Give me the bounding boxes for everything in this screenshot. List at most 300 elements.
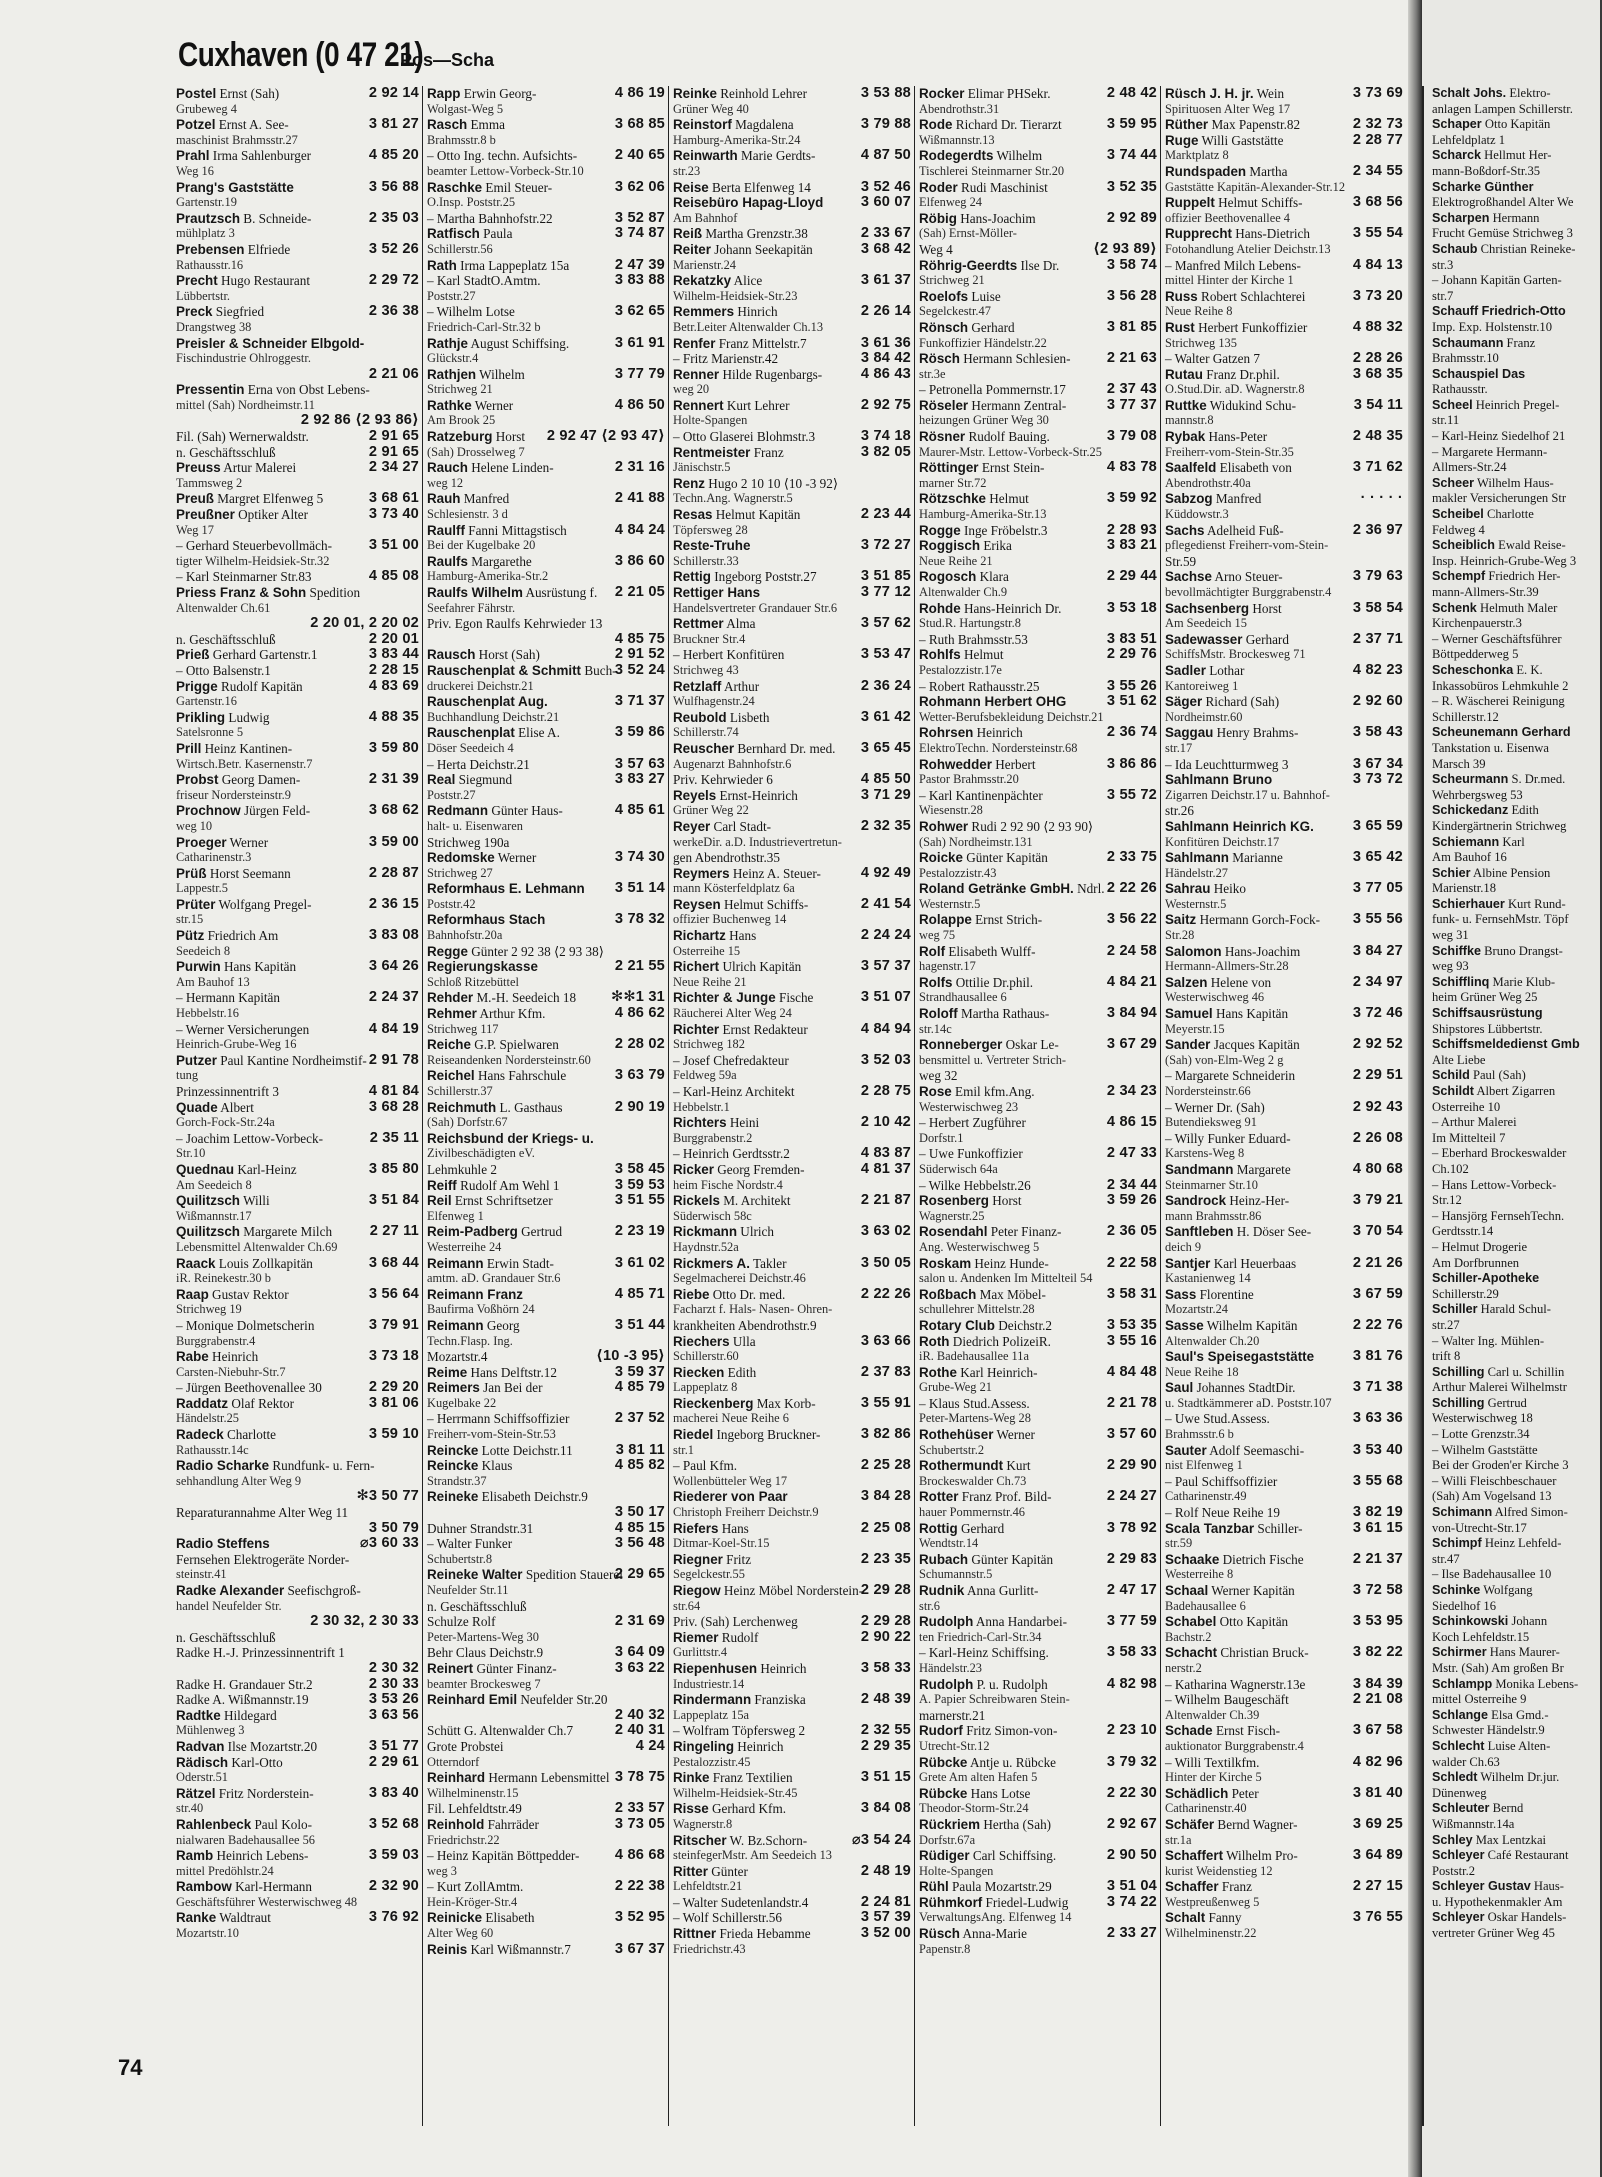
entry-address: Am Seedeich 15 [1165,616,1247,631]
entry-address: Dorfstr.67a [919,1832,976,1847]
entry-detail: Elise A. [518,725,560,741]
entry-name: Riederer von Paar [673,1489,788,1505]
entry-name: Schierhauer [1432,896,1505,911]
entry-address: Satelsronne 5 [176,725,244,740]
entry-detail: Hans-Joachim [960,210,1036,226]
entry-detail: Heinrich [212,1349,259,1365]
entry-address: Schillerstr.74 [673,725,739,740]
phone-number: 3 85 80 [368,1160,419,1177]
entry-name: Ritter [673,1863,708,1879]
entry-detail: Paula Mozartstr.29 [952,1879,1052,1895]
entry-name: Schauff Friedrich-Otto [1432,304,1566,319]
entry-text [427,616,665,632]
entry-name: Rettiger Hans [673,585,761,600]
entry-text [919,1287,1104,1318]
phone-number: 2 35 11 [369,1129,419,1146]
entry-name: Schildt [1432,1084,1474,1098]
entry-address: Funkoffizier Händelstr.22 [919,335,1047,350]
entry-name: Reisebüro Hapag-Lloyd [673,195,824,211]
listing-entry [919,1256,1157,1287]
entry-name: Rath [427,257,457,273]
entry-detail: – Margarete Hermann- [1432,444,1548,459]
entry-name: Schiller-Apotheke [1432,1271,1540,1286]
entry-name: Rybak [1165,429,1206,445]
entry-address: amtm. aD. Grandauer Str.6 [427,1271,561,1286]
entry-name: Reysen [673,896,721,912]
entry-detail: Neufelder Str.20 [520,1692,608,1708]
entry-name: Prebensen [176,241,245,257]
phone-number: 4 84 19 [368,1020,419,1037]
entry-name: Scheschonka [1432,662,1514,677]
entry-name: Saul [1165,1380,1194,1396]
entry-address: Nordersteinstr.66 [1165,1084,1251,1098]
listing-entry [919,632,1157,648]
entry-address: Schumannstr.5 [919,1567,993,1582]
entry-name: Schalt Johs. [1432,86,1507,100]
entry-detail: Seefischgroß- [287,1583,361,1598]
listing-entry [176,1583,419,1614]
entry-text [919,258,1104,289]
entry-address: ten Friedrich-Carl-Str.34 [919,1629,1042,1644]
listing-entry [176,616,419,632]
listing-entry [176,180,419,211]
entry-name: Roelofs [919,288,969,304]
listing-entry [176,1848,419,1879]
entry-detail: Franz [753,444,784,460]
entry-text [427,304,612,335]
entry-text [1165,1443,1350,1474]
entry-text [1165,1910,1350,1941]
entry-text [1165,1521,1350,1552]
listing-entry [673,772,911,788]
entry-text [176,835,366,866]
next-page-entry [1426,725,1602,741]
next-page-entry [1426,1583,1602,1599]
entry-detail: – Wilhelm Baugeschäft [1165,1692,1289,1708]
entry-address: Brahmsstr.6 b [1165,1427,1234,1442]
listing-entry [427,694,665,725]
entry-name: Redmann [427,803,489,819]
phone-number: 2 22 76 [1352,1316,1403,1333]
entry-address: Räucherei Alter Weg 24 [673,1006,792,1021]
entry-name: Reinis [427,1941,468,1957]
phone-number: 3 81 11 [615,1441,665,1458]
entry-text [427,1739,633,1770]
entry-address: Nordheimstr.60 [1165,709,1243,724]
listing-entry [1165,1100,1403,1131]
entry-text [1165,1349,1350,1380]
entry-name: Putzer [176,1052,217,1068]
phone-number: 4 85 61 [614,802,665,819]
entry-name: Schaake [1165,1551,1220,1567]
entry-address: Schillerstr.60 [673,1349,739,1364]
entry-name: Pütz [176,928,205,944]
listing-entry [427,585,665,616]
entry-address: Carsten-Niebuhr-Str.7 [176,1364,286,1379]
entry-detail: Feldweg 4 [1432,522,1485,537]
next-page-entry [1426,413,1602,429]
entry-address: Strandhausallee 6 [919,990,1007,1005]
listing-entry [176,1489,419,1505]
phone-number: 2 21 63 [1106,350,1157,367]
listing-entry [673,850,911,866]
entry-detail: Adolf Seemaschi- [1209,1442,1305,1458]
entry-detail: Ulrich [740,1224,774,1240]
entry-detail: – R. Wäscherei Reinigung [1432,694,1565,709]
listing-entry [1165,258,1403,289]
entry-text [1165,1006,1350,1037]
next-page-entry [1426,803,1602,819]
entry-detail: Siegfried [215,304,265,320]
listing-entry [176,835,419,866]
entry-detail: Widukind Schu- [1209,397,1297,413]
entry-detail: H. Döser See- [1236,1224,1312,1240]
listing-entry [176,1318,419,1349]
phone-number: 2 32 35 [860,817,911,834]
entry-address: Karstens-Weg 8 [1165,1146,1245,1161]
listing-entry [1165,1224,1403,1255]
entry-detail: – Katharina Wagnerstr.13e [1165,1676,1306,1692]
entry-text [919,1755,1104,1786]
phone-number: 3 83 27 [614,771,665,788]
phone-number: 3 56 48 [614,1535,665,1552]
entry-address: Techn.Ang. Wagnerstr.5 [673,491,793,506]
entry-address: Wolgast-Weg 5 [427,101,504,116]
entry-detail: mittel Osterreihe 9 [1432,1692,1527,1707]
phone-number: ✻3 50 77 [356,1488,419,1505]
phone-number: 2 91 65 [368,443,419,460]
listing-entry [176,1396,419,1427]
listing-entry [427,86,665,117]
entry-address: Grüner Weg 22 [673,803,749,818]
listing-entry [427,850,665,881]
entry-name: Schlange [1432,1707,1488,1722]
entry-name: Sahlmann [1165,850,1229,866]
next-page-entry [1426,1692,1602,1708]
entry-detail: Str.12 [1432,1193,1462,1208]
entry-name: Rathjen [427,366,477,382]
entry-address: str.6 [919,1598,940,1613]
entry-detail: Alfred Simon- [1494,1505,1568,1520]
listing-entry [673,1115,911,1146]
entry-text [176,990,366,1021]
listing-entry [919,1084,1157,1115]
phone-number: 3 63 36 [1352,1410,1403,1427]
entry-text [1165,226,1350,257]
entry-detail: Willi [243,1193,270,1209]
entry-name: Scharck [1432,148,1482,163]
listing-entry [176,679,419,710]
phone-number: 2 92 43 [1352,1098,1403,1115]
entry-name: Ratzeburg [427,429,493,445]
entry-detail: str.3 [1432,257,1454,272]
entry-name: Schabel [1165,1614,1217,1630]
phone-number: 3 59 37 [614,1363,665,1380]
entry-text [427,1521,612,1537]
entry-detail: – Walter Sudetenlandstr.4 [673,1894,809,1910]
phone-number: 3 83 40 [368,1784,419,1801]
entry-text [1165,1614,1350,1645]
next-page-entry [1426,1349,1602,1365]
entry-text [427,585,612,616]
entry-text [176,1224,367,1255]
listing-entry [427,1006,665,1037]
entry-text [673,1146,858,1162]
entry-address: Westerreihe 24 [427,1239,502,1254]
listing-entry [1165,1677,1403,1693]
entry-detail: str.27 [1432,1317,1460,1332]
entry-detail: Helmut [989,491,1029,507]
entry-detail: Elektro- [1509,86,1551,100]
entry-name: Reyer [673,818,711,834]
entry-text [427,772,612,803]
phone-number: 2 28 93 [1106,521,1157,538]
entry-detail: Tankstation u. Eisenwa [1432,740,1549,755]
entry-detail: Hans Kapitän [223,959,297,975]
city-title: Cuxhaven (0 47 21) [178,36,424,74]
listing-entry [176,1100,419,1131]
entry-text [176,491,366,507]
entry-text [673,507,858,538]
entry-address: Seefahrer Fährstr. [427,600,516,615]
entry-text [427,1645,612,1661]
entry-name: Reformhaus E. Lehmann [427,881,585,897]
entry-address: Bahnhofstr.20a [427,928,503,943]
listing-column [1160,86,1406,2126]
entry-detail: Horst [495,429,526,445]
entry-detail: Am Dorfbrunnen [1432,1255,1520,1270]
phone-number: 3 82 86 [860,1426,911,1443]
entry-text [673,1489,858,1520]
phone-number: 2 33 27 [1106,1925,1157,1942]
next-page-entry [1426,86,1602,102]
entry-detail: Bernd [1492,1801,1524,1816]
entry-detail: Haus- [1533,1879,1564,1894]
entry-text [919,1334,1104,1365]
entry-name: Reste-Truhe [673,538,751,554]
listing-entry [1165,1583,1403,1614]
entry-address: weg 75 [919,928,956,943]
next-page-entry [1426,881,1602,897]
entry-name: Resas [673,507,713,523]
entry-text [176,1318,366,1349]
entry-text [427,1037,612,1068]
listing-entry [673,1723,911,1739]
entry-detail: Alice [733,273,763,289]
entry-detail: Hans [721,1520,749,1536]
book-gutter [1408,0,1422,2177]
entry-name: Roloff [919,1006,958,1022]
listing-entry [427,460,665,491]
phone-number: 3 59 00 [368,833,419,850]
entry-name: Scheibel [1432,507,1484,522]
entry-address: Osterreihe 15 [673,943,741,958]
phone-number: 3 54 11 [1353,396,1403,413]
entry-detail: Ernst Stein- [981,460,1045,476]
listing-entry [1165,320,1403,351]
entry-text [427,1723,612,1739]
next-page-entry [1426,242,1602,258]
entry-detail: Lisbeth [729,709,770,725]
entry-name: Rohwedder [919,756,992,772]
phone-number: 2 25 28 [860,1457,911,1474]
listing-entry [427,1599,665,1615]
entry-text [919,944,1104,975]
entry-text [1165,320,1350,351]
entry-detail: Manfred [1215,491,1262,507]
entry-name: Rodegerdts [919,148,994,164]
entry-detail: – Herta Deichstr.21 [427,756,530,772]
listing-entry [673,226,911,242]
listing-entry [1165,117,1403,133]
entry-detail: vertreter Grüner Weg 45 [1432,1926,1555,1941]
entry-text [673,710,858,741]
entry-detail: – Josef Chefredakteur [673,1052,789,1068]
entry-address: str.14c [919,1021,952,1036]
listing-entry [1165,195,1403,226]
entry-address: Hamburg-Amerika-Str.24 [673,132,801,147]
entry-text [427,429,544,460]
entry-detail: – Karl-Heinz Architekt [673,1084,795,1099]
entry-name: Rubach [919,1551,969,1567]
entry-name: Riedel [673,1427,714,1443]
entry-text [427,1380,612,1411]
entry-text [673,1552,858,1583]
entry-name: Rotary Club [919,1317,995,1333]
entry-name: Reichmuth [427,1099,497,1115]
listing-entry [427,1131,665,1162]
entry-detail: Kurt Rund- [1507,896,1566,911]
phone-number: 2 21 87 [860,1192,911,1209]
entry-address: Strichweg 117 [427,1021,499,1036]
phone-number: 2 91 78 [368,1051,419,1068]
phone-number: 3 53 47 [860,646,911,663]
entry-detail: str.11 [1432,413,1460,428]
entry-name: Reymers [673,865,730,881]
next-page-entry [1426,1879,1602,1895]
entry-address: Westerwischweg 46 [1165,990,1265,1005]
phone-number: 4 88 35 [368,708,419,725]
phone-number: ⌀3 60 33 [359,1535,419,1552]
entry-text [919,1489,1104,1520]
entry-address: (Sah) Nordheimstr.131 [919,834,1033,849]
entry-detail: Carl Schiffsing. [972,1848,1057,1864]
entry-text [919,1895,1104,1926]
phone-number: 3 50 05 [860,1254,911,1271]
entry-detail: Hermann Lebensmittel [488,1770,610,1786]
entry-text [427,803,612,834]
entry-address: Hein-Kröger-Str.4 [427,1894,518,1909]
entry-text [427,835,665,851]
entry-address: schullehrer Mittelstr.28 [919,1302,1035,1317]
entry-address: Wilhelm-Heidsiek-Str.23 [673,288,798,303]
phone-number: 3 55 91 [860,1394,911,1411]
phone-number: 4 82 98 [1106,1675,1157,1692]
entry-detail: – Hermann Kapitän [176,990,280,1006]
entry-detail: Margarete [1236,1161,1291,1177]
listing-entry [427,1723,665,1739]
listing-entry [919,1146,1157,1177]
phone-number: 4 83 69 [368,677,419,694]
entry-text [427,460,612,491]
entry-name: Ronneberger [919,1037,1003,1053]
entry-detail: Frucht Gemüse Strichweg 3 [1432,226,1573,241]
entry-address: Wilhelminenstr.22 [1165,1926,1257,1941]
entry-address: str.1a [1165,1832,1192,1847]
entry-detail: Hildegard [223,1707,277,1723]
listing-entry [919,757,1157,788]
listing-entry [176,429,419,445]
entry-name: Rudorf [919,1723,963,1739]
phone-number: ⟨10 -3 95⟩ [596,1348,665,1365]
entry-name: Schickedanz [1432,803,1509,818]
entry-name: Salzen [1165,974,1208,990]
listing-entry [919,258,1157,289]
entry-name: Schade [1165,1723,1213,1739]
phone-number: 3 53 88 [860,85,911,101]
phone-number: 2 32 73 [1352,116,1403,133]
entry-name: Preck [176,304,213,320]
entry-text [176,741,366,772]
listing-entry [919,1521,1157,1552]
listing-entry [176,242,419,273]
phone-number: 3 68 62 [368,802,419,819]
entry-detail: Karl-Otto [231,1754,283,1770]
entry-text [176,242,366,273]
entry-address: Spirituosen Alter Weg 17 [1165,101,1291,116]
next-page-entry [1426,523,1602,539]
listing-entry [673,866,911,897]
phone-number: 3 84 94 [1106,1005,1157,1022]
listing-entry [176,304,419,335]
entry-name: Rogosch [919,569,977,585]
listing-entry [427,1443,665,1459]
listing-entry [427,1536,665,1567]
listing-entry [919,1489,1157,1520]
entry-address: Stud.R. Hartungstr.8 [919,616,1021,631]
entry-detail: Ulrich Kapitän [722,959,802,975]
phone-number: 2 28 87 [368,864,419,881]
entry-text [673,897,858,928]
phone-number: 3 59 80 [368,739,419,756]
next-page-entry [1426,788,1602,804]
entry-name: Rüdiger [919,1848,970,1864]
entry-detail: Dünenweg [1432,1785,1487,1800]
phone-number: 2 34 55 [1352,162,1403,179]
phone-number: 2 40 65 [614,147,665,164]
listing-entry [919,1708,1157,1724]
entry-name: Rädisch [176,1754,229,1770]
listing-entry [673,897,911,928]
entry-text [176,647,366,663]
entry-detail: Schulze Rolf [427,1614,496,1630]
listing-entry [673,1396,911,1427]
listing-entry [427,1287,665,1318]
entry-name: Riecken [673,1364,725,1380]
entry-detail: Margret Elfenweg 5 [217,491,324,507]
entry-name: Rudnik [919,1583,965,1598]
listing-entry [673,1193,911,1224]
phone-number: 2 20 01, 2 20 02 [310,615,419,632]
phone-number: 4 83 87 [860,1145,911,1162]
phone-number: 2 24 37 [368,989,419,1006]
entry-name: Rindermann [673,1692,752,1708]
entry-text [1165,1380,1350,1411]
phone-number: 2 34 97 [1352,973,1403,990]
entry-address: Fotohandlung Atelier Deichstr.13 [1165,241,1331,256]
listing-entry [427,336,665,367]
listing-entry [1165,1848,1403,1879]
